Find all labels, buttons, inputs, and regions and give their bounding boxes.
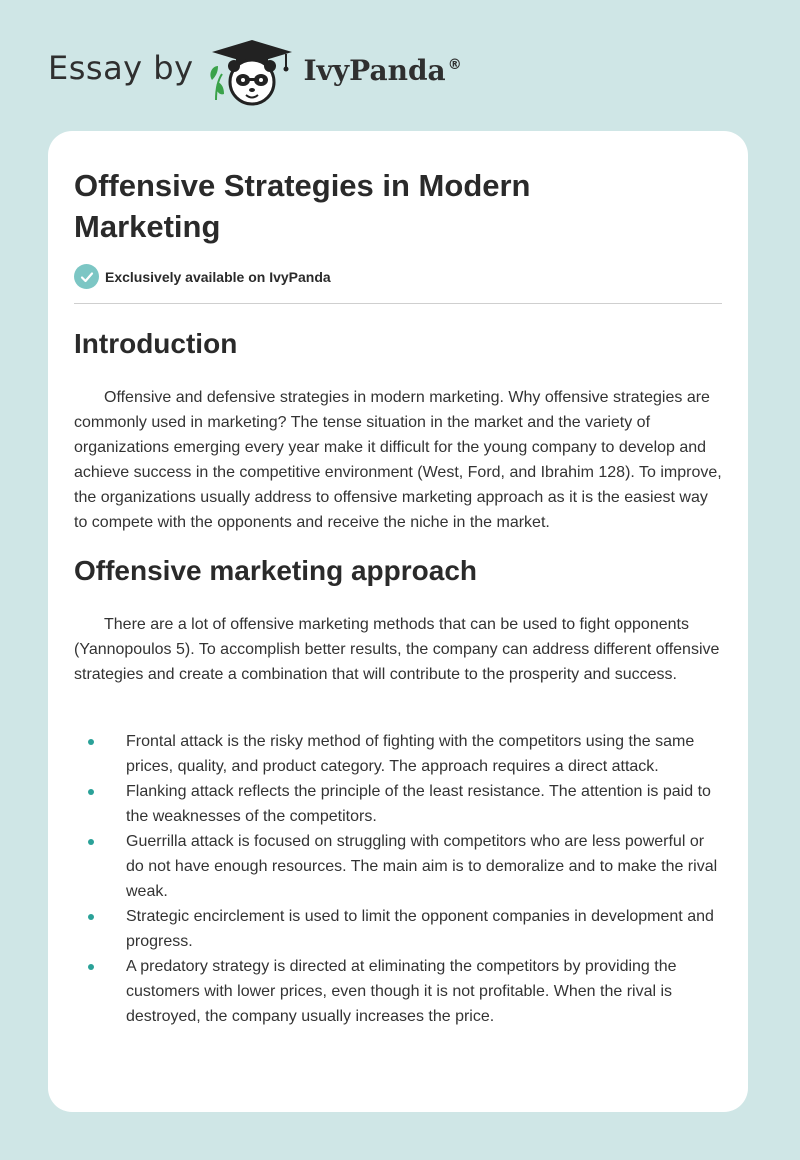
title-divider	[74, 303, 722, 304]
essay-title: Offensive Strategies in Modern Marketing	[74, 168, 531, 244]
bullet-dot	[88, 914, 94, 920]
section-heading-introduction: Introduction	[74, 328, 238, 359]
section-paragraph-offensive-approach: There are a lot of offensive marketing methods that can be used to fight opponents (Yannopoulos 5). To accomplish better results, the company can address different offensive strategies and create a combination that will contribute to the prosperity and success.	[74, 616, 720, 683]
section-paragraph-introduction: Offensive and defensive strategies in modern marketing. Why offensive strategies are commonly used in marketing? The tense situation in the market and the variety of organizations emerging every year make it difficult for the young company to develop and achieve success in the competitive environment (West, Ford, and Ibrahim 128). To improve, the organizations usually address to offensive marketing approach as it is the easiest way to compete with the opponents and receive the niche in the market.	[74, 389, 722, 531]
section-heading-offensive-approach: Offensive marketing approach	[74, 555, 478, 586]
site-brand[interactable]	[48, 36, 462, 108]
brand-name: IvyPanda ®	[303, 53, 462, 87]
panda-graduate-icon	[206, 36, 298, 108]
list-item: Frontal attack is the risky method of fighting with the competitors using the same prices, quality, and product category. The approach requires a direct attack.	[74, 729, 722, 779]
bullet-dot	[88, 789, 94, 795]
checkmark-icon	[74, 264, 99, 289]
bullet-dot	[88, 964, 94, 970]
exclusive-badge	[74, 264, 331, 289]
bullet-dot	[88, 739, 94, 745]
list-item: Flanking attack reflects the principle of the least resistance. The attention is paid to the weaknesses of the competitors.	[74, 779, 722, 829]
registered-mark: ®	[447, 57, 462, 74]
list-item: Guerrilla attack is focused on struggling with competitors who are less powerful or do not have enough resources. The main aim is to demoralize and to make the rival weak.	[74, 829, 722, 904]
list-item: Strategic encirclement is used to limit the opponent companies in development and progress.	[74, 904, 722, 954]
exclusive-badge-text: Exclusively available on IvyPanda	[105, 268, 331, 285]
list-item: A predatory strategy is directed at eliminating the competitors by providing the customers with lower prices, even though it is not profitable. When the rival is destroyed, the company usually increases the price.	[74, 954, 722, 1029]
brand-prefix: Essay by	[48, 49, 194, 87]
strategy-list	[74, 729, 722, 1029]
bullet-dot	[88, 839, 94, 845]
essay-card	[48, 131, 748, 1112]
